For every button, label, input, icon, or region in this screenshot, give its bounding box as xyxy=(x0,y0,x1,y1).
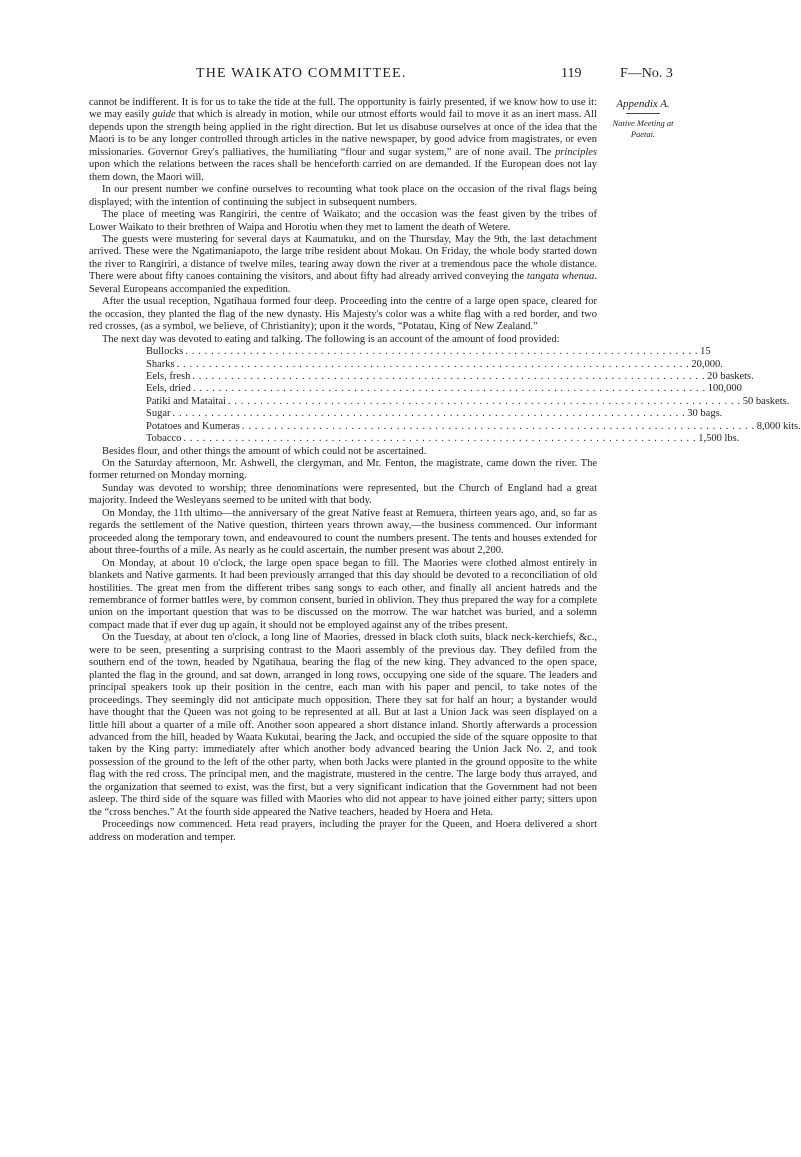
text-run: Besides flour, and other things the amount of which could not be ascertained. xyxy=(102,445,427,457)
italic-run: tangata whenua xyxy=(526,271,595,283)
text-run: On Monday, the 11th ultimo—the anniversary of the great Native feast at Remuera, thirteen years ago, and, so far as regards the settlement of the Native question, thirteen years thrown away,—the business commenced. Our informant proceeded along the temporary town, and endeavoured to count the numbers present. The tents and houses extended for about three-fourths of a mile. As nearly as he could ascertain, the number present was about 2,200. xyxy=(89,507,597,557)
paragraph-7 xyxy=(89,446,597,458)
food-item-name: Eels, fresh xyxy=(146,370,191,382)
text-run: that which is already in motion, while our utmost efforts would fail to move it as an inert mass. All depends upon the strength being applied in the right direction. But let us disabuse ourselves at once of the idea that the Maori is to be any longer controlled through articles in the native newspaper, by good advice from magistrates, or even missionaries. Governor Grey's palliatives, the humiliating “flour and sugar system,” are of none avail. The xyxy=(89,109,598,158)
text-run: upon which the relations between the races shall be henceforth carried on are demanded. If the European does not lay them down, the Maori will. xyxy=(89,159,597,183)
text-run: . Several Europeans accompanied the expedition. xyxy=(89,271,598,295)
food-item-name: Eels, dried xyxy=(146,383,191,395)
margin-note xyxy=(600,98,686,140)
food-item-amount: 50 baskets. xyxy=(742,395,790,407)
dot-leader: . . . . . . . . . . . . . . . . . . . . . . . . . . . . . . . . . . . . . . . . . . . . . . . . . . . . . . . . . . . . . . . . . . . . . . . . . . . . . . . . xyxy=(185,346,699,358)
text-run: cannot be indifferent. It is for us to take the tide at the full. The opportunity is fairly presented, if we know how to use it: we may easily xyxy=(89,97,597,121)
paragraph-5 xyxy=(89,296,597,333)
text-run: The guests were mustering for several days at Kaumatuku, and on the Thursday, May the 9th, the last detachment arrived. These were the Ngatimaniapoto, the large tribe resident about Mokau. On Friday, the whole body started down the river to Rangiriri, a distance of twelve miles, tearing away down the river at a tremendous pace the whole distance. There were about fifty canoes containing the visitors, and about fifty had already arrived conveying the xyxy=(89,233,597,283)
food-item-name: Potatoes and Kumeras xyxy=(146,420,240,432)
paragraph-9 xyxy=(89,483,597,508)
food-item-amount: 100,000 xyxy=(707,383,742,395)
dot-leader: . . . . . . . . . . . . . . . . . . . . . . . . . . . . . . . . . . . . . . . . . . . . . . . . . . . . . . . . . . . . . . . . . . . . . . . . . . . . . . . . xyxy=(241,420,755,432)
food-list xyxy=(89,346,801,446)
paragraph-10 xyxy=(89,508,597,558)
food-item-name: Bullocks xyxy=(146,346,184,358)
paragraph-3 xyxy=(89,209,597,234)
food-list-item xyxy=(89,383,742,395)
food-item-name: Sharks xyxy=(146,358,175,370)
food-item-name: Sugar xyxy=(146,408,171,420)
text-run: The place of meeting was Rangiriri, the centre of Waikato; and the occasion was the feast given by the tribes of Lower Waikato to their brethren of Waipa and Horotiu when they met to lament the death of Wetere. xyxy=(89,209,597,233)
paragraph-2 xyxy=(89,184,597,209)
margin-note-text: Native Meeting at Paetai. xyxy=(612,118,674,139)
dot-leader: . . . . . . . . . . . . . . . . . . . . . . . . . . . . . . . . . . . . . . . . . . . . . . . . . . . . . . . . . . . . . . . . . . . . . . . . . . . . . . . . xyxy=(192,383,706,395)
dot-leader: . . . . . . . . . . . . . . . . . . . . . . . . . . . . . . . . . . . . . . . . . . . . . . . . . . . . . . . . . . . . . . . . . . . . . . . . . . . . . . . . xyxy=(192,370,706,382)
paragraph-6 xyxy=(89,334,597,346)
food-list-item xyxy=(89,370,754,383)
food-item-amount: 1,500 lbs. xyxy=(698,433,740,445)
dot-leader: . . . . . . . . . . . . . . . . . . . . . . . . . . . . . . . . . . . . . . . . . . . . . . . . . . . . . . . . . . . . . . . . . . . . . . . . . . . . . . . . xyxy=(183,433,697,445)
text-run: Proceedings now commenced. Heta read prayers, including the prayer for the Queen, and Hoera delivered a short address on moderation and temper. xyxy=(89,819,597,843)
italic-run: principles xyxy=(555,146,597,158)
food-item-amount: 30 bags. xyxy=(687,408,723,420)
text-run: On Monday, at about 10 o'clock, the large open space began to fill. The Maories were clothed almost entirely in blankets and Native garments. It had been previously arranged that this day should be devoted to a reconciliation of old hostilities. The great men from the different tribes sang songs to each other, and finally all ancient hatreds and the remembrance of former battles were, by common consent, buried in oblivion. They thus prepared the way for a complete union on the important question that was to be discussed on the morrow. The war hatchet was buried, and a solemn compact made that if ever dug up again, it should not be employed against any of the tribes present. xyxy=(89,557,598,631)
food-list-item xyxy=(89,420,801,433)
food-item-amount: 15 xyxy=(700,346,711,358)
paragraph-8 xyxy=(89,458,597,483)
running-title: THE WAIKATO COMMITTEE. xyxy=(196,66,407,81)
paragraph-11 xyxy=(89,558,597,633)
appendix-label: Appendix A. xyxy=(616,98,670,110)
text-run: On the Tuesday, at about ten o'clock, a long line of Maories, dressed in black cloth suits, black neck-kerchiefs, &c., were to be seen, presenting a surprising contrast to the Maori assembly of the previous day. They defiled from the southern end of the town, headed by Ngatihaua, bearing the flag of the new king. They advanced to the open space, planted the flag in the ground, and sat down, arranged in long rows, occupying one side of the square. The leaders and principal speakers took up their position in the centre, each man with his paper and pencil, to take notes of the proceedings. They seemingly did not anticipate much opposition. There they sat for half an hour; a bystander would have thought that the Queen was not going to be represented at all. But at last a Union Jack was seen displayed on a little hill about a quarter of a mile off. Another soon appeared a short distance inland. Shortly afterwards a procession advanced from the hill, headed by Waata Kukutai, bearing the Jack, and occupied the side of the square opposite to that taken by the King party: immediately after which another body advanced bearing the Union Jack No. 2, and took possession of the ground to the left of the other party, when both Jacks were planted in the ground opposite to the white flag with the red cross. The principal men, and the magistrate, mustered in the centre. The large body thus arrayed, and the organization that seemed to exist, was the first, but a very significant indication that the Government had not been asleep. The third side of the square was filled with Maories who did not appear to have joined either party; sitters upon the “cross benches.” At the fourth side appeared the Native teachers, headed by Hoera and Heta. xyxy=(89,632,597,818)
food-list-item xyxy=(89,408,723,420)
food-item-name: Patiki and Mataitai xyxy=(146,395,226,407)
margin-rule xyxy=(626,113,660,114)
dot-leader: . . . . . . . . . . . . . . . . . . . . . . . . . . . . . . . . . . . . . . . . . . . . . . . . . . . . . . . . . . . . . . . . . . . . . . . . . . . . . . . . xyxy=(172,408,686,420)
paper-reference: F—No. 3 xyxy=(620,66,673,81)
text-run: Sunday was devoted to worship; three denominations were represented, but the Church of England had a great majority. Indeed the Wesleyans seemed to be united with that body. xyxy=(89,482,597,507)
food-list-item xyxy=(89,346,711,358)
food-item-amount: 8,000 kits. xyxy=(756,420,801,432)
food-list-item xyxy=(89,395,790,408)
page-header xyxy=(0,66,700,82)
food-item-name: Tobacco xyxy=(146,433,182,445)
text-run: After the usual reception, Ngatihaua formed four deep. Proceeding into the centre of a large open space, cleared for the occasion, they planted the flag of the new dynasty. His Majesty's color was a white flag with a red border, and two red crosses, (as a symbol, we believe, of Christianity); upon it the words, “Potatau, King of New Zealand.” xyxy=(89,296,597,333)
text-run: In our present number we confine ourselves to recounting what took place on the occasion of the rival flags being displayed; with the intention of continuing the subject in subsequent numbers. xyxy=(89,184,597,208)
dot-leader: . . . . . . . . . . . . . . . . . . . . . . . . . . . . . . . . . . . . . . . . . . . . . . . . . . . . . . . . . . . . . . . . . . . . . . . . . . . . . . . . xyxy=(227,395,741,407)
text-run: On the Saturday afternoon, Mr. Ashwell, the clergyman, and Mr. Fenton, the magistrate, came down the river. The former returned on Monday morning. xyxy=(89,458,597,482)
italic-run: guide xyxy=(152,109,176,121)
food-item-amount: 20,000. xyxy=(691,358,723,370)
paragraph-4 xyxy=(89,234,597,296)
text-run: The next day was devoted to eating and talking. The following is an account of the amount of food provided: xyxy=(102,333,560,345)
paragraph-13 xyxy=(89,819,597,844)
page-number: 119 xyxy=(561,66,582,81)
paragraph-12 xyxy=(89,632,597,819)
dot-leader: . . . . . . . . . . . . . . . . . . . . . . . . . . . . . . . . . . . . . . . . . . . . . . . . . . . . . . . . . . . . . . . . . . . . . . . . . . . . . . . . xyxy=(176,358,690,370)
food-list-item xyxy=(89,433,740,445)
food-list-item xyxy=(89,358,723,371)
paragraph-1 xyxy=(89,97,597,184)
food-item-amount: 20 baskets. xyxy=(707,370,754,382)
